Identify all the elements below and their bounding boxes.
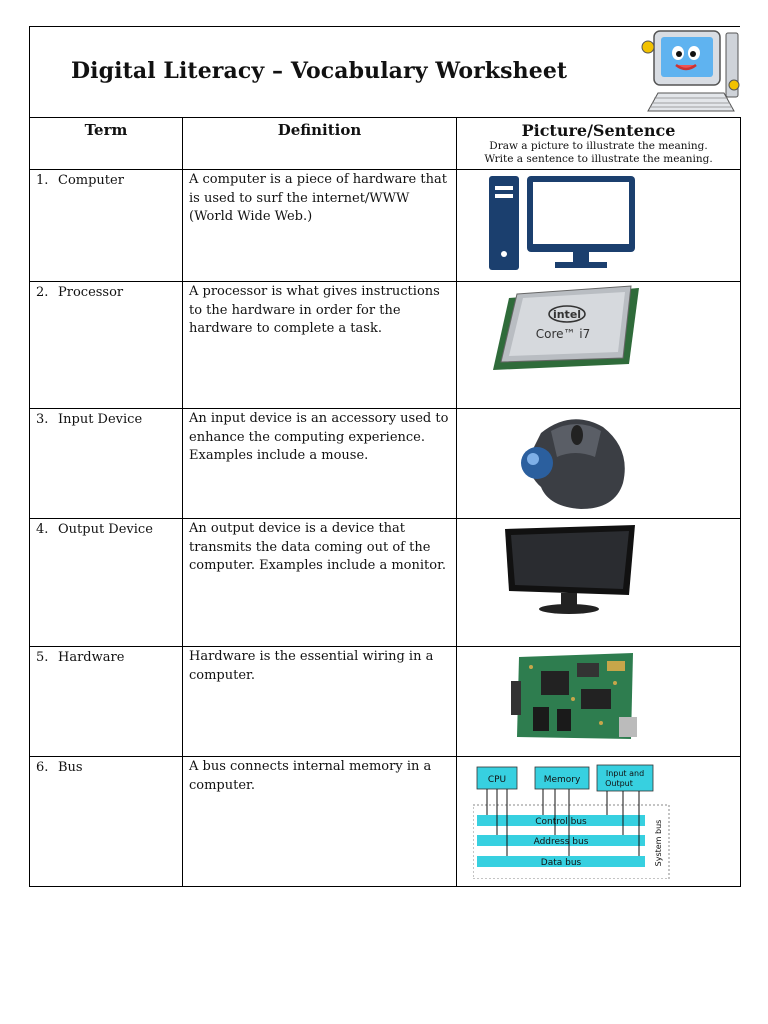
picture-cell: [457, 647, 741, 757]
term-cell: 5. Hardware: [30, 647, 183, 757]
system-bus-label: System bus: [654, 819, 663, 867]
address-bus-label: Address bus: [533, 837, 589, 847]
term-cell: 3. Input Device: [30, 409, 183, 519]
system-bus-diagram-icon: [473, 763, 673, 879]
table-row: [30, 282, 741, 409]
header-definition: Definition: [183, 118, 457, 170]
picture-cell: [457, 409, 741, 519]
circuit-board-icon: [511, 653, 639, 745]
chip-brand-label: intel: [552, 308, 582, 321]
table-row: [30, 757, 741, 887]
data-bus-label: Data bus: [540, 858, 582, 868]
definition-cell: An input device is an accessory used to enhance the computing experience. Examples include a mouse.: [183, 409, 457, 519]
picture-cell: [457, 170, 741, 282]
definition-cell: Hardware is the essential wiring in a computer.: [183, 647, 457, 757]
monitor-icon: [501, 525, 637, 617]
header-picture: Picture/Sentence Draw a picture to illustrate the meaning. Write a sentence to illustrate the meaning.: [457, 118, 741, 170]
vocabulary-table: [29, 117, 741, 887]
bus-io-label-2: Output: [605, 779, 633, 788]
definition-cell: A computer is a piece of hardware that is used to surf the internet/WWW (World Wide Web.): [183, 170, 457, 282]
table-row: [30, 519, 741, 647]
bus-memory-label: Memory: [543, 775, 581, 785]
term-cell: 4. Output Device: [30, 519, 183, 647]
table-row: [30, 409, 741, 519]
table-row: [30, 647, 741, 757]
title-box: [29, 26, 740, 117]
table-row: [30, 170, 741, 282]
computer-mascot-icon: [640, 27, 744, 119]
definition-cell: A processor is what gives instructions to the hardware in order for the hardware to complete a task.: [183, 282, 457, 409]
picture-cell: [457, 757, 741, 887]
term-cell: 6. Bus: [30, 757, 183, 887]
cpu-chip-icon: [489, 284, 645, 372]
term-cell: 1. Computer: [30, 170, 183, 282]
definition-cell: An output device is a device that transmits the data coming out of the computer. Examples include a monitor.: [183, 519, 457, 647]
table-header-row: [30, 118, 741, 170]
desktop-computer-icon: [489, 174, 637, 272]
control-bus-label: Control bus: [535, 817, 587, 827]
worksheet: [29, 26, 740, 887]
bus-cpu-label: CPU: [487, 775, 507, 785]
header-term: Term: [30, 118, 183, 170]
page-title: Digital Literacy – Vocabulary Worksheet: [71, 58, 568, 84]
definition-cell: A bus connects internal memory in a computer.: [183, 757, 457, 887]
bus-io-label-1: Input and: [605, 769, 645, 778]
term-cell: 2. Processor: [30, 282, 183, 409]
header-picture-instruction-2: Write a sentence to illustrate the meaning.: [484, 153, 713, 165]
picture-cell: [457, 519, 741, 647]
picture-cell: [457, 282, 741, 409]
chip-model-label: Core™ i7: [535, 327, 591, 341]
header-picture-instruction-1: Draw a picture to illustrate the meaning.: [489, 140, 708, 152]
trackball-mouse-icon: [511, 413, 631, 513]
